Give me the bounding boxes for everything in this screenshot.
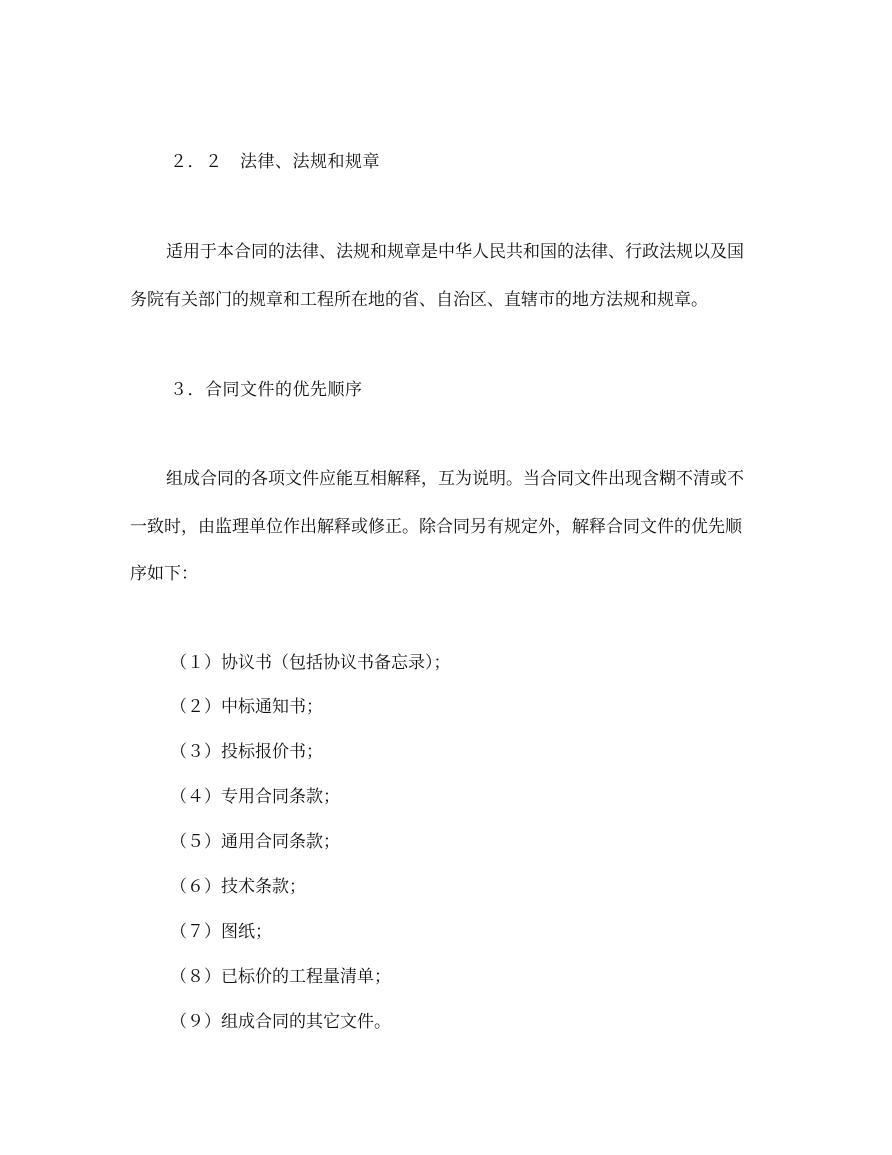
- list-item-8: （８）已标价的工程量清单；: [170, 967, 391, 987]
- list-item-1: （１）协议书（包括协议书备忘录）；: [170, 653, 451, 673]
- list-item-9: （９）组成合同的其它文件。: [170, 1012, 391, 1032]
- paragraph-laws-line-1: 适用于本合同的法律、法规和规章是中华人民共和国的法律、行政法规以及国: [166, 242, 744, 262]
- paragraph-laws-line-2: 务院有关部门的规章和工程所在地的省、自治区、直辖市的地方法规和规章。: [130, 290, 708, 310]
- paragraph-priority-line-3: 序如下：: [130, 564, 198, 584]
- paragraph-priority-line-1: 组成合同的各项文件应能互相解释，互为说明。当合同文件出现含糊不清或不: [166, 469, 744, 489]
- list-item-3: （３）投标报价书；: [170, 742, 323, 762]
- paragraph-priority-line-2: 一致时，由监理单位作出解释或修正。除合同另有规定外，解释合同文件的优先顺: [130, 517, 742, 537]
- list-item-6: （６）技术条款；: [170, 877, 306, 897]
- list-item-7: （７）图纸；: [170, 922, 272, 942]
- section-heading-3: ３．合同文件的优先顺序: [170, 380, 363, 400]
- list-item-4: （４）专用合同条款；: [170, 787, 340, 807]
- section-heading-2-2: ２．２ 法律、法规和规章: [170, 152, 380, 172]
- list-item-2: （２）中标通知书；: [170, 697, 323, 717]
- list-item-5: （５）通用合同条款；: [170, 832, 340, 852]
